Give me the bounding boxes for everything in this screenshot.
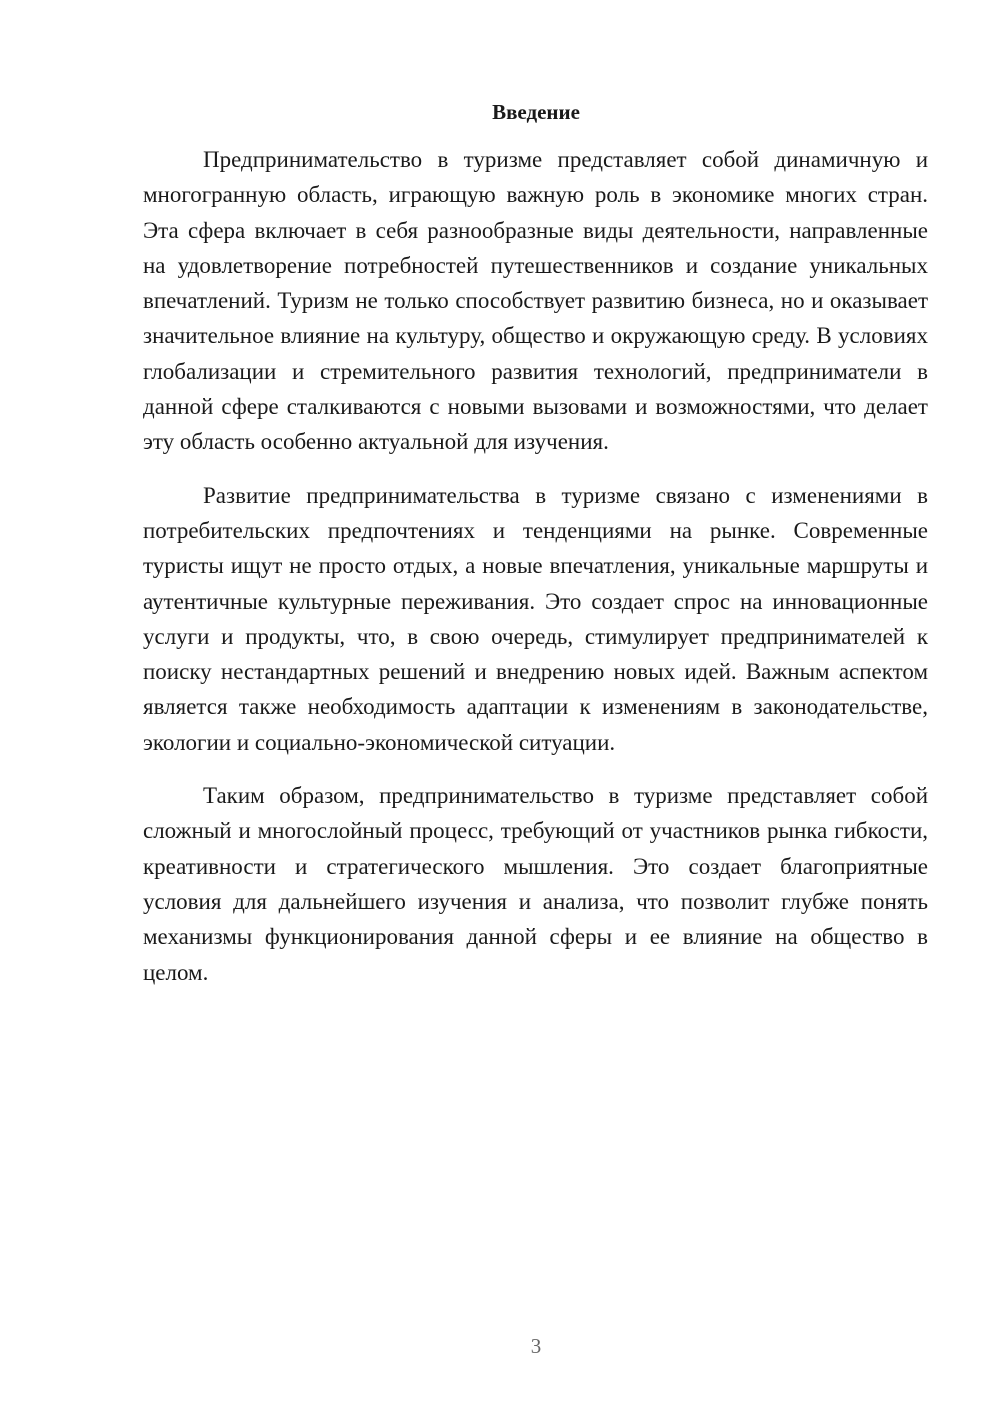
paragraph-3: Таким образом, предпринимательство в туризме представляет собой сложный и многослойный процесс, требующий от участников рынка гибкости, креативности и стратегического мышления. Это создает благоприятные условия для дальнейшего изучения и анализа, что позволит глубже понять механизмы функционирования данной сферы и ее влияние на общество в целом. (143, 783, 928, 985)
paragraph-1: Предпринимательство в туризме представляет собой динамичную и многогранную область, играющую важную роль в экономике многих стран. Эта сфера включает в себя разнообразные виды деятельности, направленные на удовлетворение потребностей путешественников и создание уникальных впечатлений. Туризм не только способствует развитию бизнеса, но и оказывает значительное влияние на культуру, общество и окружающую среду. В условиях глобализации и стремительного развития технологий, предприниматели в данной сфере сталкиваются с новыми вызовами и возможностями, что делает эту область особенно актуальной для изучения. (143, 147, 928, 455)
paragraph-2: Развитие предпринимательства в туризме связано с изменениями в потребительских предпочтениях и тенденциями на рынке. Современные туристы ищут не просто отдых, а новые впечатления, уникальные маршруты и аутентичные культурные переживания. Это создает спрос на инновационные услуги и продукты, что, в свою очередь, стимулирует предпринимателей к поиску нестандартных решений и внедрению новых идей. Важным аспектом является также необходимость адаптации к изменениям в законодательстве, экологии и социально-экономической ситуации. (143, 482, 928, 755)
section-title: Введение (492, 100, 580, 124)
body-text (143, 142, 928, 1008)
page-number: 3 (530, 1334, 542, 1358)
